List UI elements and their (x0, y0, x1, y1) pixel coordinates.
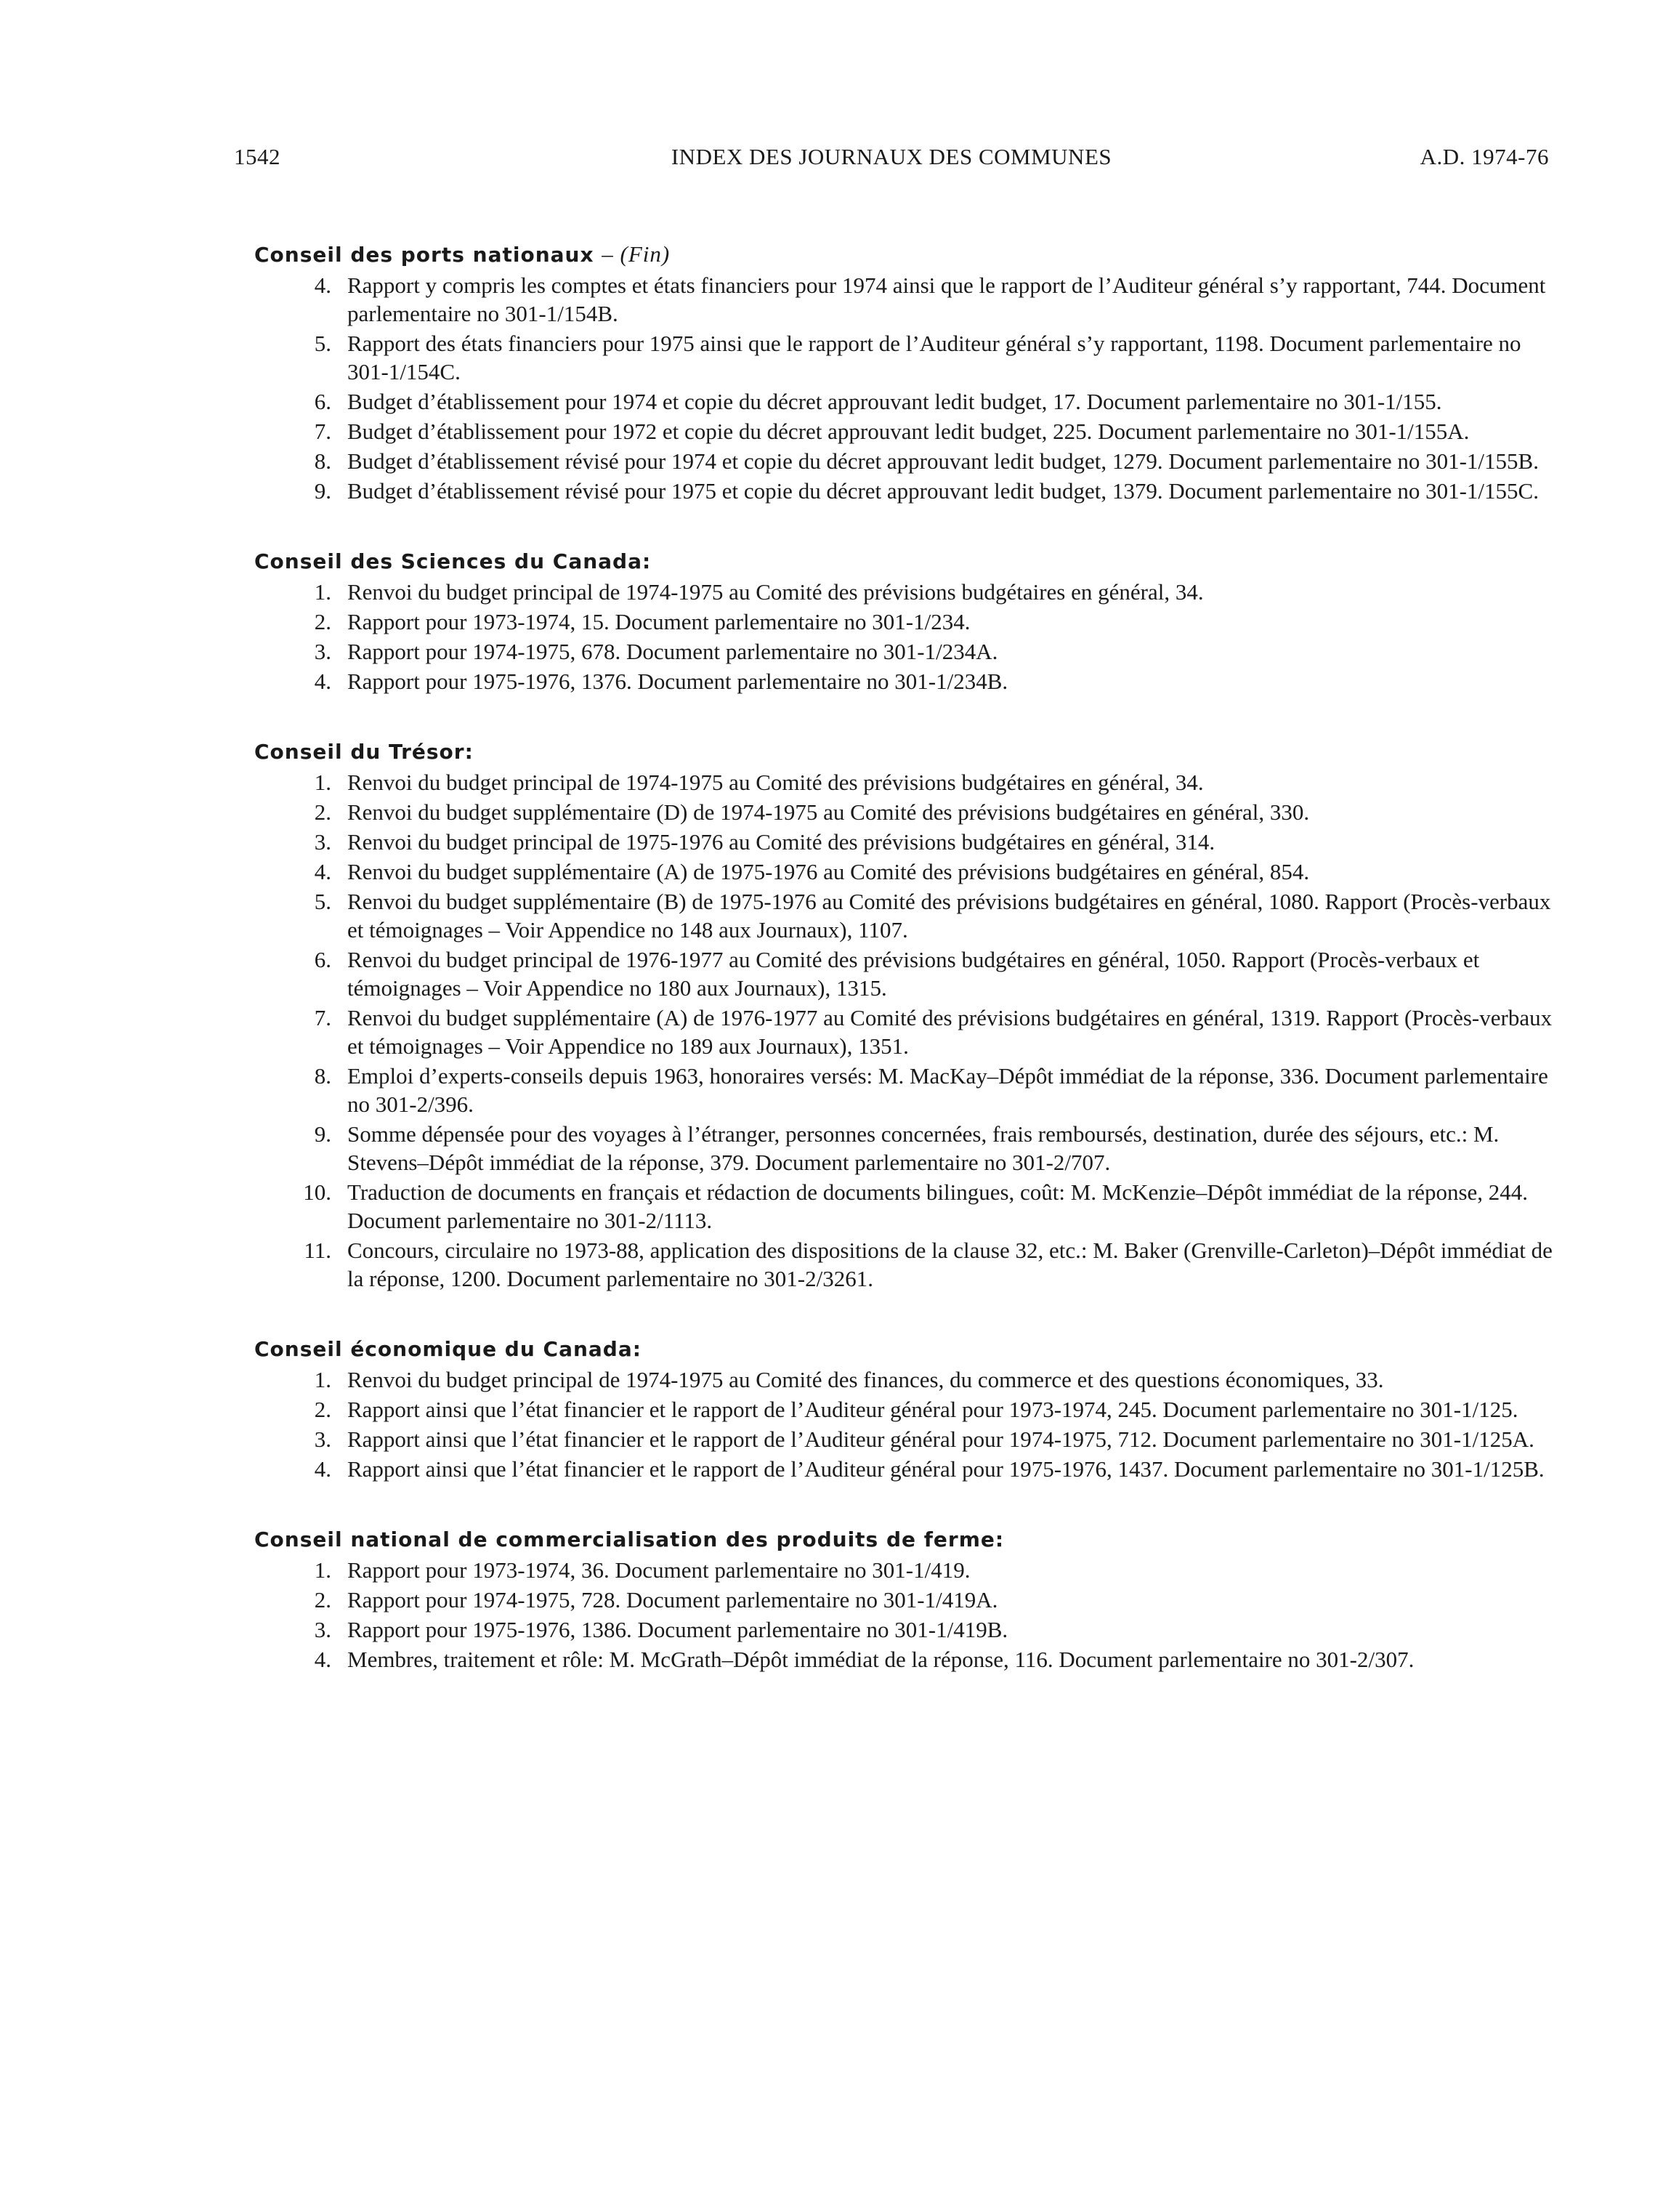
index-entry (254, 447, 1562, 475)
entry-text: Rapport ainsi que l’état financier et le rapport de l’Auditeur général pour 1975-1976, 1437. Document parlementaire no 301-1/125B. (347, 1456, 1545, 1482)
index-entry (254, 798, 1562, 826)
entry-number: 6. (314, 947, 331, 972)
entry-list (254, 271, 1562, 505)
section-heading (254, 547, 1562, 576)
section-heading-text: Conseil du Trésor: (254, 740, 474, 764)
entry-number: 7. (314, 1005, 331, 1030)
index-entry (254, 1062, 1562, 1118)
index-entry (254, 271, 1562, 328)
journal-title: INDEX DES JOURNAUX DES COMMUNES (671, 144, 1112, 169)
entry-text: Emploi d’experts-conseils depuis 1963, honoraires versés: M. MacKay–Dépôt immédiat de la réponse, 336. Document parlementaire no 301-2/396. (347, 1063, 1548, 1117)
entry-text: Rapport pour 1973-1974, 15. Document parlementaire no 301-1/234. (347, 609, 971, 634)
entry-text: Somme dépensée pour des voyages à l’étranger, personnes concernées, frais remboursés, destination, durée des séjours, etc.: M. Stevens–Dépôt immédiat de la réponse, 379. Document parlementaire no 301-2/707. (347, 1121, 1500, 1175)
entry-number: 8. (314, 1063, 331, 1089)
entry-text: Membres, traitement et rôle: M. McGrath–Dépôt immédiat de la réponse, 116. Document parlementaire no 301-2/307. (347, 1647, 1415, 1672)
entry-number: 2. (314, 609, 331, 634)
entry-text: Budget d’établissement révisé pour 1974 et copie du décret approuvant ledit budget, 1279. Document parlementaire no 301-1/155B. (347, 448, 1539, 474)
index-entry (254, 857, 1562, 886)
entry-text: Traduction de documents en français et rédaction de documents bilingues, coût: M. McKenzie–Dépôt immédiat de la réponse, 244. Document parlementaire no 301-2/1113. (347, 1179, 1529, 1233)
section-heading (254, 240, 1562, 270)
entry-number: 2. (314, 799, 331, 825)
entry-text: Renvoi du budget supplémentaire (D) de 1974-1975 au Comité des prévisions budgétaires en général, 330. (347, 799, 1310, 825)
index-entry (254, 1455, 1562, 1483)
index-entry (254, 1615, 1562, 1644)
entry-number: 3. (314, 1617, 331, 1642)
entry-number: 4. (314, 1456, 331, 1482)
entry-number: 3. (314, 639, 331, 664)
section-heading (254, 738, 1562, 767)
entry-number: 11. (304, 1238, 331, 1263)
entry-text: Renvoi du budget principal de 1974-1975 au Comité des prévisions budgétaires en général, 34. (347, 579, 1204, 605)
entry-text: Renvoi du budget principal de 1974-1975 au Comité des prévisions budgétaires en général, 34. (347, 770, 1204, 795)
entry-text: Renvoi du budget principal de 1976-1977 au Comité des prévisions budgétaires en général, 1050. Rapport (Procès-verbaux et témoignages – Voir Appendice no 180 aux Journaux), 1315. (347, 947, 1480, 1001)
index-entry (254, 1645, 1562, 1674)
entry-number: 5. (314, 331, 331, 356)
entry-text: Rapport y compris les comptes et états financiers pour 1974 ainsi que le rapport de l’Auditeur général s’y rapportant, 744. Document parlementaire no 301-1/154B. (347, 273, 1546, 326)
entry-text: Rapport pour 1973-1974, 36. Document parlementaire no 301-1/419. (347, 1557, 971, 1583)
running-header (234, 144, 1549, 180)
section-heading-text: Conseil des ports nationaux (254, 243, 594, 267)
entry-text: Budget d’établissement pour 1974 et copie du décret approuvant ledit budget, 17. Document parlementaire no 301-1/155. (347, 389, 1442, 414)
entry-text: Rapport pour 1974-1975, 678. Document parlementaire no 301-1/234A. (347, 639, 998, 664)
entry-number: 9. (314, 478, 331, 504)
index-section (254, 1525, 1562, 1674)
index-entry (254, 945, 1562, 1002)
index-entry (254, 578, 1562, 606)
entry-number: 3. (314, 829, 331, 855)
index-entry (254, 1236, 1562, 1293)
entry-text: Renvoi du budget supplémentaire (A) de 1976-1977 au Comité des prévisions budgétaires en général, 1319. Rapport (Procès-verbaux et témoignages – Voir Appendice no 189 aux Journaux), 1351. (347, 1005, 1553, 1059)
entry-number: 3. (314, 1426, 331, 1452)
entry-text: Renvoi du budget principal de 1975-1976 au Comité des prévisions budgétaires en général, 314. (347, 829, 1215, 855)
index-entry (254, 1425, 1562, 1453)
index-entry (254, 387, 1562, 416)
index-entry (254, 1004, 1562, 1060)
entry-text: Rapport ainsi que l’état financier et le rapport de l’Auditeur général pour 1973-1974, 245. Document parlementaire no 301-1/125. (347, 1397, 1518, 1422)
entry-number: 2. (314, 1397, 331, 1422)
entry-list (254, 768, 1562, 1293)
section-continued-label: – (Fin) (602, 241, 671, 267)
year-range: A.D. 1974-76 (1420, 144, 1549, 169)
index-section (254, 547, 1562, 695)
index-entry (254, 1178, 1562, 1235)
section-heading (254, 1335, 1562, 1364)
index-entry (254, 608, 1562, 636)
index-entry (254, 637, 1562, 666)
entry-number: 4. (314, 859, 331, 884)
index-entry (254, 329, 1562, 386)
entry-text: Budget d’établissement révisé pour 1975 et copie du décret approuvant ledit budget, 1379. Document parlementaire no 301-1/155C. (347, 478, 1539, 504)
index-section (254, 1335, 1562, 1483)
index-entry (254, 1586, 1562, 1614)
entry-number: 4. (314, 1647, 331, 1672)
entry-text: Concours, circulaire no 1973-88, application des dispositions de la clause 32, etc.: M. Baker (Grenville-Carleton)–Dépôt immédiat de la réponse, 1200. Document parlementaire no 301-2/3261. (347, 1238, 1553, 1291)
index-entry (254, 887, 1562, 944)
entry-number: 2. (314, 1587, 331, 1612)
index-entry (254, 417, 1562, 445)
entry-text: Renvoi du budget principal de 1974-1975 au Comité des finances, du commerce et des questions économiques, 33. (347, 1367, 1384, 1392)
index-entry (254, 828, 1562, 856)
entry-text: Rapport des états financiers pour 1975 ainsi que le rapport de l’Auditeur général s’y rapportant, 1198. Document parlementaire no 301-1/154C. (347, 331, 1521, 384)
entry-number: 5. (314, 889, 331, 914)
entry-number: 10. (303, 1179, 331, 1205)
entry-number: 1. (314, 579, 331, 605)
entry-text: Budget d’établissement pour 1972 et copie du décret approuvant ledit budget, 225. Document parlementaire no 301-1/155A. (347, 419, 1470, 444)
entry-number: 1. (314, 1367, 331, 1392)
index-entry (254, 1556, 1562, 1584)
section-heading-text: Conseil économique du Canada: (254, 1337, 642, 1361)
index-section (254, 738, 1562, 1293)
index-entry (254, 768, 1562, 796)
index-entry (254, 477, 1562, 505)
index-entry (254, 1365, 1562, 1394)
entry-text: Rapport ainsi que l’état financier et le rapport de l’Auditeur général pour 1974-1975, 712. Document parlementaire no 301-1/125A. (347, 1426, 1534, 1452)
index-content (254, 240, 1562, 1716)
section-heading-text: Conseil national de commercialisation des produits de ferme: (254, 1527, 1005, 1551)
index-entry (254, 1120, 1562, 1176)
entry-text: Renvoi du budget supplémentaire (B) de 1975-1976 au Comité des prévisions budgétaires en général, 1080. Rapport (Procès-verbaux et témoignages – Voir Appendice no 148 aux Journaux), 1107. (347, 889, 1551, 942)
entry-number: 9. (314, 1121, 331, 1147)
section-heading-text: Conseil des Sciences du Canada: (254, 549, 652, 573)
entry-number: 1. (314, 770, 331, 795)
entry-number: 8. (314, 448, 331, 474)
page-number: 1542 (234, 144, 280, 169)
index-entry (254, 667, 1562, 695)
entry-number: 7. (314, 419, 331, 444)
entry-list (254, 578, 1562, 695)
index-entry (254, 1395, 1562, 1424)
section-heading (254, 1525, 1562, 1554)
entry-text: Rapport pour 1974-1975, 728. Document parlementaire no 301-1/419A. (347, 1587, 998, 1612)
index-section (254, 240, 1562, 505)
entry-text: Rapport pour 1975-1976, 1376. Document parlementaire no 301-1/234B. (347, 669, 1008, 694)
entry-number: 4. (314, 669, 331, 694)
entry-number: 1. (314, 1557, 331, 1583)
entry-text: Renvoi du budget supplémentaire (A) de 1975-1976 au Comité des prévisions budgétaires en général, 854. (347, 859, 1310, 884)
entry-list (254, 1365, 1562, 1483)
entry-text: Rapport pour 1975-1976, 1386. Document parlementaire no 301-1/419B. (347, 1617, 1008, 1642)
entry-number: 4. (314, 273, 331, 298)
entry-list (254, 1556, 1562, 1674)
entry-number: 6. (314, 389, 331, 414)
